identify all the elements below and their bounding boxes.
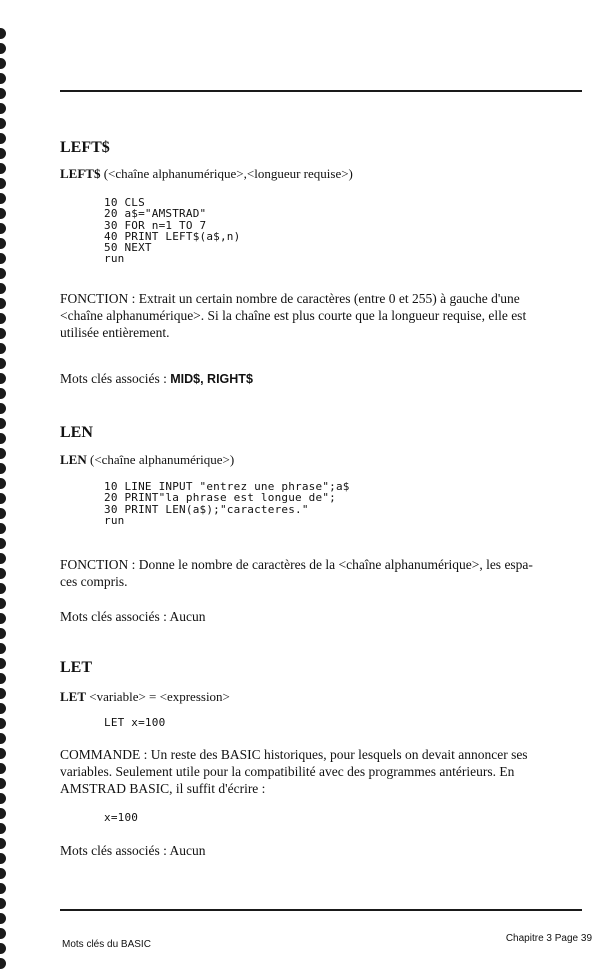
binding-mark [0, 238, 6, 249]
binding-mark [0, 298, 6, 309]
binding-mark [0, 883, 6, 894]
binding-mark [0, 673, 6, 684]
section-heading-len: LEN [60, 424, 93, 441]
syntax-keyword: LEN [60, 452, 87, 467]
binding-mark [0, 388, 6, 399]
binding-mark [0, 823, 6, 834]
code-block-left [104, 197, 240, 265]
code-line: 10 CLS [104, 196, 145, 209]
code-line: 30 PRINT LEN(a$);"caracteres." [104, 502, 309, 516]
header-rule [60, 90, 582, 92]
related-value: Aucun [169, 843, 206, 858]
binding-mark [0, 463, 6, 474]
code-line: run [104, 513, 125, 527]
binding-mark [0, 163, 6, 174]
code-line: 20 a$="AMSTRAD" [104, 207, 207, 221]
syntax-arguments: (<chaîne alphanumérique>,<longueur requise>) [100, 166, 353, 181]
binding-mark [0, 763, 6, 774]
binding-mark [0, 118, 6, 129]
code-line: 20 PRINT"la phrase est longue de"; [104, 491, 336, 505]
binding-edge-marks [0, 0, 10, 967]
description-len [60, 556, 533, 590]
binding-mark [0, 178, 6, 189]
binding-mark [0, 508, 6, 519]
binding-mark [0, 313, 6, 324]
footer-page-number: Chapitre 3 Page 39 [505, 933, 592, 944]
binding-mark [0, 448, 6, 459]
binding-mark [0, 133, 6, 144]
code-line: run [104, 252, 125, 266]
code-line: LET x=100 [104, 716, 166, 729]
binding-mark [0, 373, 6, 384]
binding-mark [0, 568, 6, 579]
binding-mark [0, 613, 6, 624]
binding-mark [0, 778, 6, 789]
binding-mark [0, 283, 6, 294]
binding-mark [0, 358, 6, 369]
related-value: Aucun [169, 609, 206, 624]
related-keywords-left [60, 370, 253, 388]
syntax-keyword: LEFT$ [60, 166, 101, 181]
binding-mark [0, 253, 6, 264]
binding-mark [0, 343, 6, 354]
syntax-keyword: LET [60, 689, 87, 704]
binding-mark [0, 793, 6, 804]
code-line: 50 NEXT [104, 241, 152, 255]
binding-mark [0, 28, 6, 39]
binding-mark [0, 193, 6, 204]
code-line: 40 PRINT LEFT$(a$,n) [104, 229, 241, 243]
related-keywords-len [60, 608, 206, 625]
section-heading-let: LET [60, 659, 93, 676]
binding-mark [0, 658, 6, 669]
binding-mark [0, 598, 6, 609]
description-line: variables. Seulement utile pour la compatibilité avec des programmes antérieurs. En [60, 764, 515, 779]
binding-mark [0, 928, 6, 939]
description-line: <chaîne alphanumérique>. Si la chaîne est plus courte que la longueur requise, elle est [60, 308, 527, 323]
binding-mark [0, 838, 6, 849]
syntax-left [60, 166, 353, 182]
binding-mark [0, 898, 6, 909]
description-line: AMSTRAD BASIC, il suffit d'écrire : [60, 781, 266, 796]
binding-mark [0, 43, 6, 54]
code-block-let-2 [104, 812, 138, 823]
syntax-len [60, 452, 234, 468]
related-label: Mots clés associés : [60, 843, 170, 858]
footer-left-text: Mots clés du BASIC [62, 939, 151, 950]
code-line: 30 FOR n=1 TO 7 [104, 218, 207, 232]
description-line: utilisée entièrement. [60, 325, 170, 340]
binding-mark [0, 73, 6, 84]
related-label: Mots clés associés : [60, 609, 170, 624]
description-let [60, 746, 528, 797]
binding-mark [0, 88, 6, 99]
description-line: ces compris. [60, 574, 128, 589]
code-line: 10 LINE INPUT "entrez une phrase";a$ [104, 480, 350, 493]
binding-mark [0, 328, 6, 339]
binding-mark [0, 553, 6, 564]
binding-mark [0, 523, 6, 534]
description-line: COMMANDE : Un reste des BASIC historiques, pour lesquels on devait annoncer ses [60, 747, 528, 762]
related-keywords-let [60, 842, 206, 859]
binding-mark [0, 103, 6, 114]
binding-mark [0, 583, 6, 594]
description-line: FONCTION : Extrait un certain nombre de caractères (entre 0 et 255) à gauche d'une [60, 291, 520, 306]
binding-mark [0, 943, 6, 954]
description-left [60, 290, 526, 341]
footer-rule [60, 909, 582, 911]
binding-mark [0, 268, 6, 279]
code-line: x=100 [104, 811, 139, 824]
syntax-arguments: (<chaîne alphanumérique>) [86, 452, 235, 467]
related-value: MID$, RIGHT$ [170, 372, 253, 386]
syntax-let [60, 689, 230, 705]
binding-mark [0, 718, 6, 729]
binding-mark [0, 748, 6, 759]
code-block-let [104, 717, 165, 728]
binding-mark [0, 628, 6, 639]
binding-mark [0, 733, 6, 744]
binding-mark [0, 223, 6, 234]
binding-mark [0, 418, 6, 429]
binding-mark [0, 688, 6, 699]
section-heading-left: LEFT$ [60, 139, 110, 156]
binding-mark [0, 703, 6, 714]
description-line: FONCTION : Donne le nombre de caractères de la <chaîne alphanumérique>, les espa- [60, 557, 533, 572]
related-label: Mots clés associés : [60, 371, 171, 386]
binding-mark [0, 913, 6, 924]
binding-mark [0, 478, 6, 489]
binding-mark [0, 58, 6, 69]
code-block-len [104, 481, 350, 526]
binding-mark [0, 493, 6, 504]
binding-mark [0, 868, 6, 879]
binding-mark [0, 853, 6, 864]
binding-mark [0, 148, 6, 159]
binding-mark [0, 403, 6, 414]
binding-mark [0, 808, 6, 819]
binding-mark [0, 208, 6, 219]
syntax-arguments: <variable> = <expression> [86, 689, 230, 704]
binding-mark [0, 958, 6, 969]
binding-mark [0, 538, 6, 549]
binding-mark [0, 433, 6, 444]
binding-mark [0, 643, 6, 654]
